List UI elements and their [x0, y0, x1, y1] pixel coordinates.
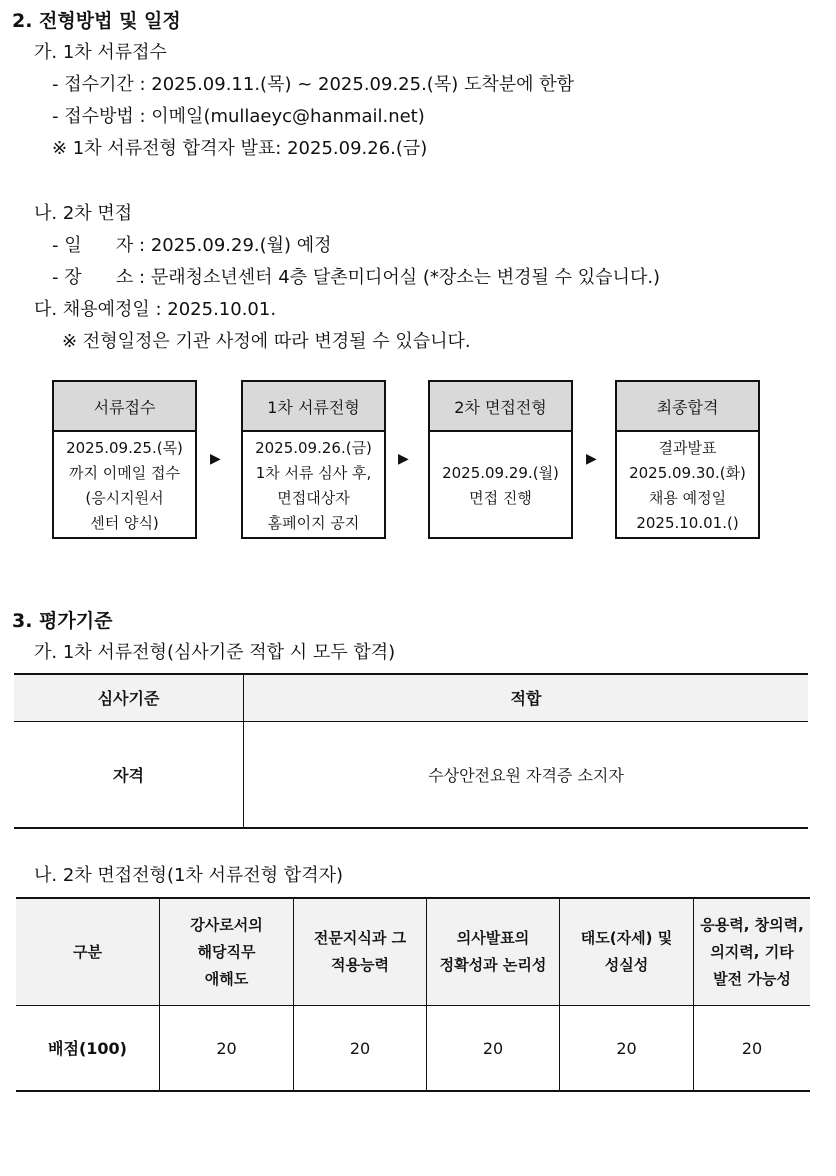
application-method: - 접수방법 : 이메일(mullaeyc@hanmail.net) — [52, 106, 425, 127]
flow-step-line: 채용 예정일 — [648, 488, 727, 507]
flow-step-line: 결과발표 — [658, 438, 717, 457]
flow-step-3 — [428, 380, 573, 539]
flow-step-line: 까지 이메일 접수 — [69, 463, 180, 482]
table-cell: 20 — [294, 1006, 427, 1092]
table-header: 적합 — [244, 674, 809, 721]
interview-place: - 장 소 : 문래청소년센터 4층 달촌미디어실 (*장소는 변경될 수 있습니다.) — [52, 267, 661, 288]
flow-step-line: (응시지원서 — [85, 488, 164, 507]
flow-arrow-icon: ▶ — [398, 451, 409, 467]
table-cell: 수상안전요원 자격증 소지자 — [244, 721, 809, 828]
flow-arrow-icon: ▶ — [210, 451, 221, 467]
flow-arrow-icon: ▶ — [586, 451, 597, 467]
table-header: 강사로서의 해당직무 애해도 — [160, 898, 294, 1006]
table-header: 의사발표의 정확성과 논리성 — [427, 898, 560, 1006]
section-3a-title: 가. 1차 서류전형(심사기준 적합 시 모두 합격) — [34, 642, 396, 663]
table-cell: 자격 — [14, 721, 244, 828]
interview-criteria-table — [16, 897, 810, 1092]
screening-criteria-table — [14, 673, 808, 829]
interview-date: - 일 자 : 2025.09.29.(월) 예정 — [52, 235, 332, 256]
table-header: 응용력, 창의력, 의지력, 기타 발전 가능성 — [694, 898, 811, 1006]
table-cell: 20 — [427, 1006, 560, 1092]
flow-step-line: 면접 진행 — [469, 488, 532, 507]
first-result-note: ※ 1차 서류전형 합격자 발표: 2025.09.26.(금) — [52, 138, 428, 159]
flow-step-title: 최종합격 — [617, 382, 758, 432]
table-row — [14, 721, 808, 828]
flow-step-line: 2025.09.25.(목) — [66, 438, 183, 457]
flow-step-line: 1차 서류 심사 후, — [255, 463, 372, 482]
section-2-heading: 2. 전형방법 및 일정 — [12, 10, 181, 32]
flow-step-4 — [615, 380, 760, 539]
flow-step-line: 2025.09.30.(화) — [629, 463, 746, 482]
section-3-heading: 3. 평가기준 — [12, 610, 113, 632]
table-cell: 20 — [694, 1006, 811, 1092]
application-period: - 접수기간 : 2025.09.11.(목) ~ 2025.09.25.(목) 도착분에 한함 — [52, 74, 575, 95]
flow-step-line: 2025.09.26.(금) — [255, 438, 372, 457]
flow-step-1 — [52, 380, 197, 539]
hiring-date: 다. 채용예정일 : 2025.10.01. — [34, 299, 277, 320]
flow-step-line: 면접대상자 — [277, 488, 350, 507]
flow-step-title: 서류접수 — [54, 382, 195, 432]
flow-step-line: 홈페이지 공지 — [267, 513, 360, 532]
section-2b-title: 나. 2차 면접 — [34, 203, 133, 224]
table-cell: 20 — [560, 1006, 694, 1092]
table-header: 구분 — [16, 898, 160, 1006]
table-header: 전문지식과 그 적용능력 — [294, 898, 427, 1006]
section-2a-title: 가. 1차 서류접수 — [34, 42, 167, 63]
schedule-change-note: ※ 전형일정은 기관 사정에 따라 변경될 수 있습니다. — [62, 331, 471, 352]
flow-step-line: 2025.10.01.() — [636, 513, 739, 532]
flow-step-line: 2025.09.29.(월) — [442, 463, 559, 482]
table-cell: 20 — [160, 1006, 294, 1092]
flow-step-title: 1차 서류전형 — [243, 382, 384, 432]
table-header: 심사기준 — [14, 674, 244, 721]
table-row — [16, 1006, 810, 1092]
flow-step-2 — [241, 380, 386, 539]
table-cell: 배점(100) — [16, 1006, 160, 1092]
flow-step-line: 센터 양식) — [90, 513, 159, 532]
table-header: 태도(자세) 및 성실성 — [560, 898, 694, 1006]
section-3b-title: 나. 2차 면접전형(1차 서류전형 합격자) — [34, 865, 343, 886]
flow-step-title: 2차 면접전형 — [430, 382, 571, 432]
